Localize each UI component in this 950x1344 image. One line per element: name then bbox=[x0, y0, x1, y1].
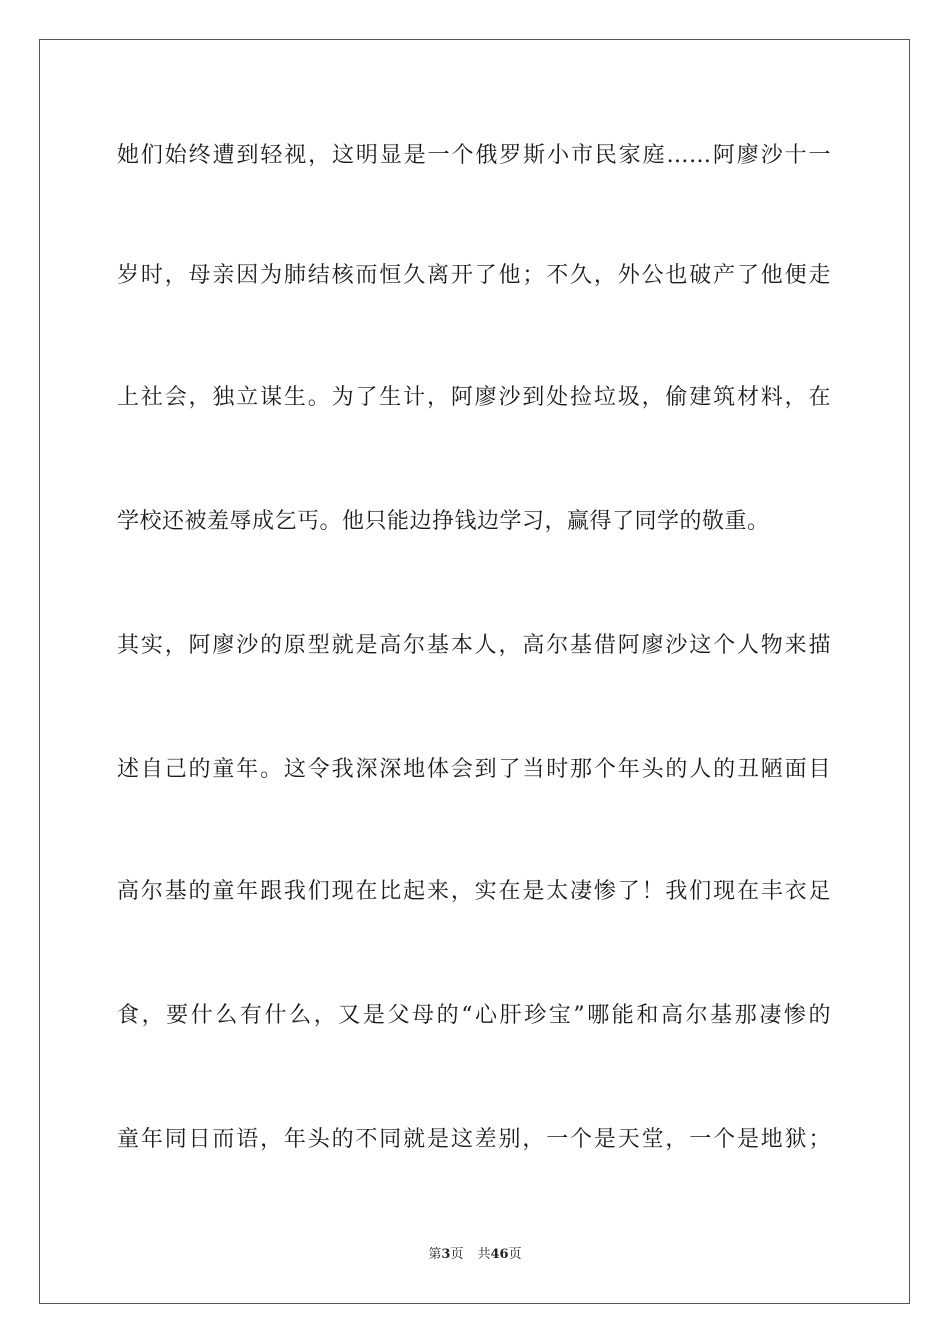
text-line-5: 其实，阿廖沙的原型就是高尔基本人，高尔基借阿廖沙这个人物来描 bbox=[117, 633, 831, 658]
page-suffix: 页 bbox=[450, 1247, 464, 1262]
total-prefix: 共 bbox=[477, 1247, 491, 1262]
total-suffix: 页 bbox=[508, 1247, 522, 1262]
total-pages: 46 bbox=[490, 1247, 509, 1262]
text-line-2: 岁时，母亲因为肺结核而恒久离开了他；不久，外公也破产了他便走 bbox=[117, 263, 831, 288]
text-line-7: 高尔基的童年跟我们现在比起来，实在是太凄惨了！我们现在丰衣足 bbox=[117, 879, 831, 904]
text-line-1: 她们始终遭到轻视，这明显是一个俄罗斯小市民家庭……阿廖沙十一 bbox=[117, 143, 831, 168]
text-line-4: 学校还被羞辱成乞丐。他只能边挣钱边学习，赢得了同学的敬重。 bbox=[117, 509, 770, 534]
text-line-8: 食，要什么有什么，又是父母的“心肝珍宝”哪能和高尔基那凄惨的 bbox=[117, 1003, 831, 1028]
page-number: 3 bbox=[441, 1247, 451, 1262]
page-prefix: 第 bbox=[428, 1247, 442, 1262]
text-line-9: 童年同日而语，年头的不同就是这差别，一个是天堂，一个是地狱； bbox=[117, 1127, 831, 1152]
page-footer bbox=[0, 1245, 950, 1265]
text-line-3: 上社会，独立谋生。为了生计，阿廖沙到处捡垃圾，偷建筑材料，在 bbox=[117, 385, 831, 410]
page-border bbox=[39, 39, 910, 1304]
text-line-6: 述自己的童年。这令我深深地体会到了当时那个年头的人的丑陋面目 bbox=[117, 757, 831, 782]
